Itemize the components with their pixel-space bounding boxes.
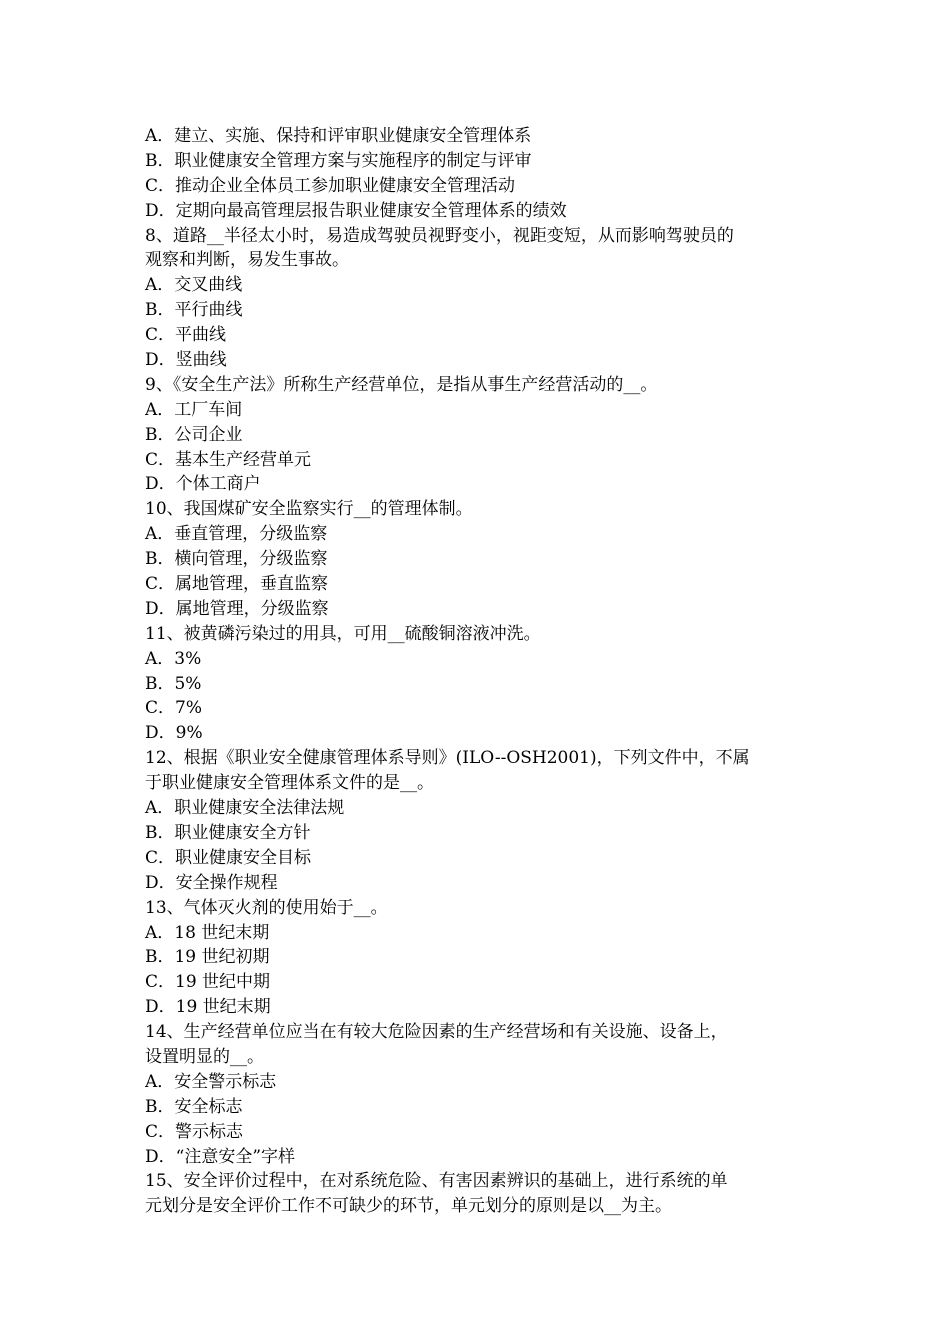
option-line: B．职业健康安全方针	[145, 822, 311, 843]
option-line: A．18 世纪末期	[145, 922, 270, 943]
option-line: A．安全警示标志	[145, 1071, 277, 1092]
question-line: 9、《安全生产法》所称生产经营单位，是指从事生产经营活动的__。	[145, 374, 658, 395]
text-line: A．建立、实施、保持和评审职业健康安全管理体系	[145, 126, 532, 146]
option-line: C．职业健康安全目标	[145, 847, 312, 868]
option-line: C．19 世纪中期	[145, 972, 271, 993]
question-line: 12、根据《职业安全健康管理体系导则》(ILO--OSH2001)，下列文件中，不属	[145, 748, 750, 769]
option-line: C．警示标志	[145, 1121, 244, 1142]
text-line: B．职业健康安全管理方案与实施程序的制定与评审	[145, 150, 532, 171]
question-line: 13、气体灭火剂的使用始于__。	[145, 897, 388, 918]
question-line: 元划分是安全评价工作不可缺少的环节，单元划分的原则是以__为主。	[145, 1196, 672, 1217]
option-line: B．公司企业	[145, 424, 243, 445]
question-line: 于职业健康安全管理体系文件的是__。	[145, 773, 434, 794]
option-line: D．个体工商户	[145, 474, 261, 495]
option-line: C．平曲线	[145, 325, 227, 346]
option-line: D．19 世纪末期	[145, 997, 271, 1018]
text-line: D．定期向最高管理层报告职业健康安全管理体系的绩效	[145, 200, 567, 221]
question-line: 8、道路__半径太小时，易造成驾驶员视野变小，视距变短，从而影响驾驶员的	[145, 225, 734, 246]
option-line: D．9%	[145, 723, 203, 744]
question-line: 11、被黄磷污染过的用具，可用__硫酸铜溶液冲洗。	[145, 623, 541, 644]
option-line: A．3%	[145, 648, 202, 669]
question-line: 设置明显的__。	[145, 1046, 264, 1067]
question-line: 15、安全评价过程中，在对系统危险、有害因素辨识的基础上，进行系统的单	[145, 1171, 728, 1192]
option-line: B．平行曲线	[145, 300, 243, 321]
option-line: C．7%	[145, 698, 202, 719]
text-line: C．推动企业全体员工参加职业健康安全管理活动	[145, 175, 516, 196]
option-line: A．交叉曲线	[145, 275, 243, 296]
option-line: B．安全标志	[145, 1096, 243, 1117]
question-line: 观察和判断，易发生事故。	[145, 250, 349, 271]
question-line: 10、我国煤矿安全监察实行__的管理体制。	[145, 499, 473, 520]
option-line: D．安全操作规程	[145, 872, 278, 893]
option-line: B．5%	[145, 673, 202, 694]
option-line: C．基本生产经营单元	[145, 449, 312, 470]
option-line: D．“注意安全”字样	[145, 1146, 296, 1167]
document-page	[145, 124, 810, 1219]
option-line: A．职业健康安全法律法规	[145, 798, 345, 819]
option-line: A．工厂车间	[145, 399, 243, 420]
option-line: C．属地管理，垂直监察	[145, 574, 329, 595]
question-line: 14、生产经营单位应当在有较大危险因素的生产经营场和有关设施、设备上，	[145, 1022, 728, 1043]
option-line: D．竖曲线	[145, 350, 227, 371]
option-line: B．19 世纪初期	[145, 947, 270, 968]
option-line: A．垂直管理，分级监察	[145, 524, 328, 545]
option-line: B．横向管理，分级监察	[145, 549, 328, 570]
option-line: D．属地管理，分级监察	[145, 598, 329, 619]
